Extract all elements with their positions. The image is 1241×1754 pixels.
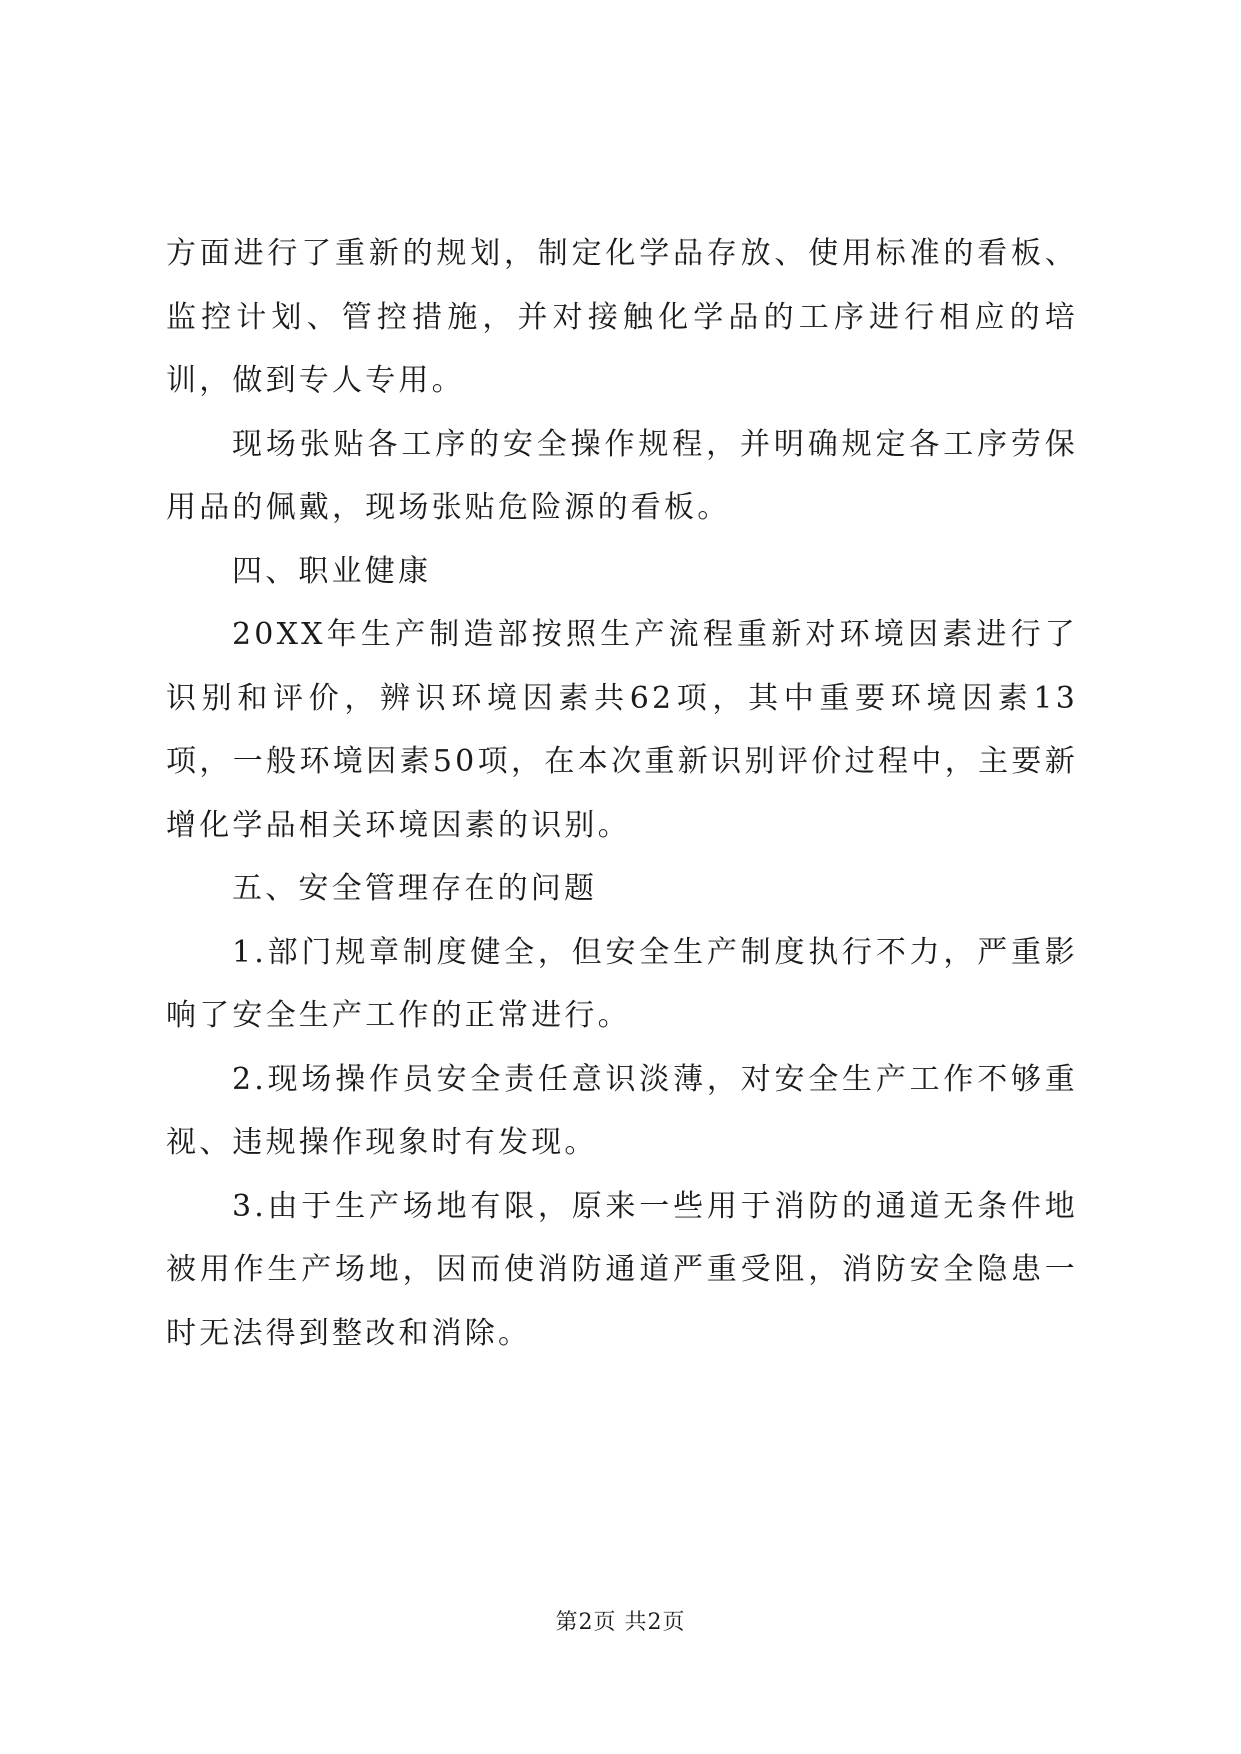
- section-heading-occupational-health: 四、职业健康: [232, 553, 432, 589]
- list-item-problem-3: 3.由于生产场地有限，原来一些用于消防的通道无条件地被用作生产场地，因而使消防通道严重受阻，消防安全隐患一时无法得到整改和消除。: [166, 1188, 1078, 1351]
- list-item-problem-1: 1.部门规章制度健全，但安全生产制度执行不力，严重影响了安全生产工作的正常进行。: [166, 934, 1078, 1033]
- document-body: [166, 222, 1078, 1365]
- section-heading-safety-problems: 五、安全管理存在的问题: [232, 871, 598, 906]
- paragraph-continuation: 方面进行了重新的规划，制定化学品存放、使用标准的看板、监控计划、管控措施，并对接触化学品的工序进行相应的培训，做到专人专用。: [166, 236, 1078, 398]
- paragraph-environment-factors: 20XX年生产制造部按照生产流程重新对环境因素进行了识别和评价，辨识环境因素共62项，其中重要环境因素13项，一般环境因素50项，在本次重新识别评价过程中，主要新增化学品相关环境因素的识别。: [166, 617, 1078, 843]
- paragraph-safety-rules: 现场张贴各工序的安全操作规程，并明确规定各工序劳保用品的佩戴，现场张贴危险源的看板。: [166, 426, 1078, 525]
- page-footer: 第2页 共2页: [555, 1610, 686, 1635]
- list-item-problem-2: 2.现场操作员安全责任意识淡薄，对安全生产工作不够重视、违规操作现象时有发现。: [166, 1061, 1078, 1160]
